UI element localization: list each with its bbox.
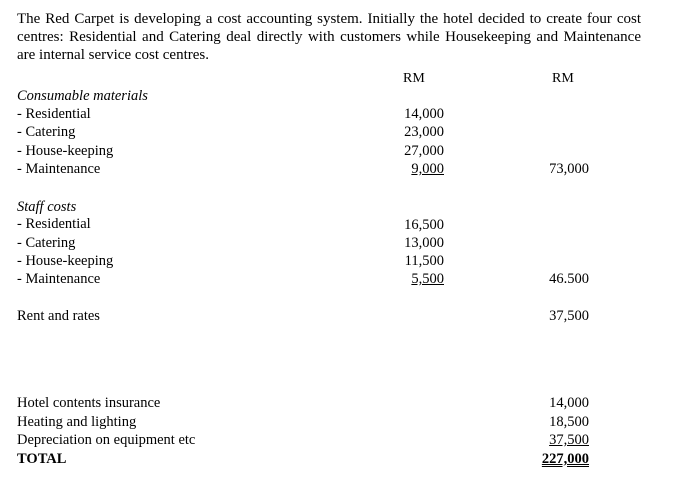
- consumable-catering-value: 23,000: [404, 124, 444, 140]
- intro-paragraph: The Red Carpet is developing a cost accounting system. Initially the hotel decided to create four cost centres: Residential and Catering deal directly with customers while Housekeeping and Maintenance are internal service cost centres.: [17, 11, 641, 63]
- consumable-maintenance-label: - Maintenance: [17, 161, 101, 177]
- consumable-catering-label: - Catering: [17, 124, 76, 140]
- depreciation-label: Depreciation on equipment etc: [17, 432, 196, 448]
- total-value: 227,000: [541, 451, 589, 467]
- rent-value: 37,500: [549, 308, 589, 324]
- insurance-label: Hotel contents insurance: [17, 395, 161, 411]
- col1-header: RM: [403, 71, 425, 86]
- consumable-residential-value: 14,000: [404, 106, 444, 122]
- depreciation-value: 37,500: [549, 432, 589, 448]
- staff-catering-label: - Catering: [17, 235, 76, 251]
- consumable-housekeeping-value: 27,000: [404, 143, 444, 159]
- staff-maintenance-value: 5,500: [411, 271, 444, 287]
- staff-maintenance-label: - Maintenance: [17, 271, 101, 287]
- insurance-value: 14,000: [549, 395, 589, 411]
- consumable-residential-label: - Residential: [17, 106, 91, 122]
- heating-value: 18,500: [549, 414, 589, 430]
- total-label: TOTAL: [17, 451, 67, 467]
- heating-label: Heating and lighting: [17, 414, 137, 430]
- staff-housekeeping-label: - House-keeping: [17, 253, 114, 269]
- staff-housekeeping-value: 11,500: [404, 253, 444, 269]
- consumable-housekeeping-label: - House-keeping: [17, 143, 114, 159]
- consumable-heading: Consumable materials: [17, 88, 148, 104]
- staff-residential-label: - Residential: [17, 216, 91, 232]
- staff-catering-value: 13,000: [404, 235, 444, 251]
- staff-residential-value: 16,500: [404, 217, 444, 233]
- col2-header: RM: [552, 71, 574, 86]
- consumable-maintenance-value: 9,000: [411, 161, 444, 177]
- staff-total-value: 46.500: [549, 271, 589, 287]
- staff-heading: Staff costs: [17, 199, 77, 215]
- rent-label: Rent and rates: [17, 308, 100, 324]
- consumable-total-value: 73,000: [549, 161, 589, 177]
